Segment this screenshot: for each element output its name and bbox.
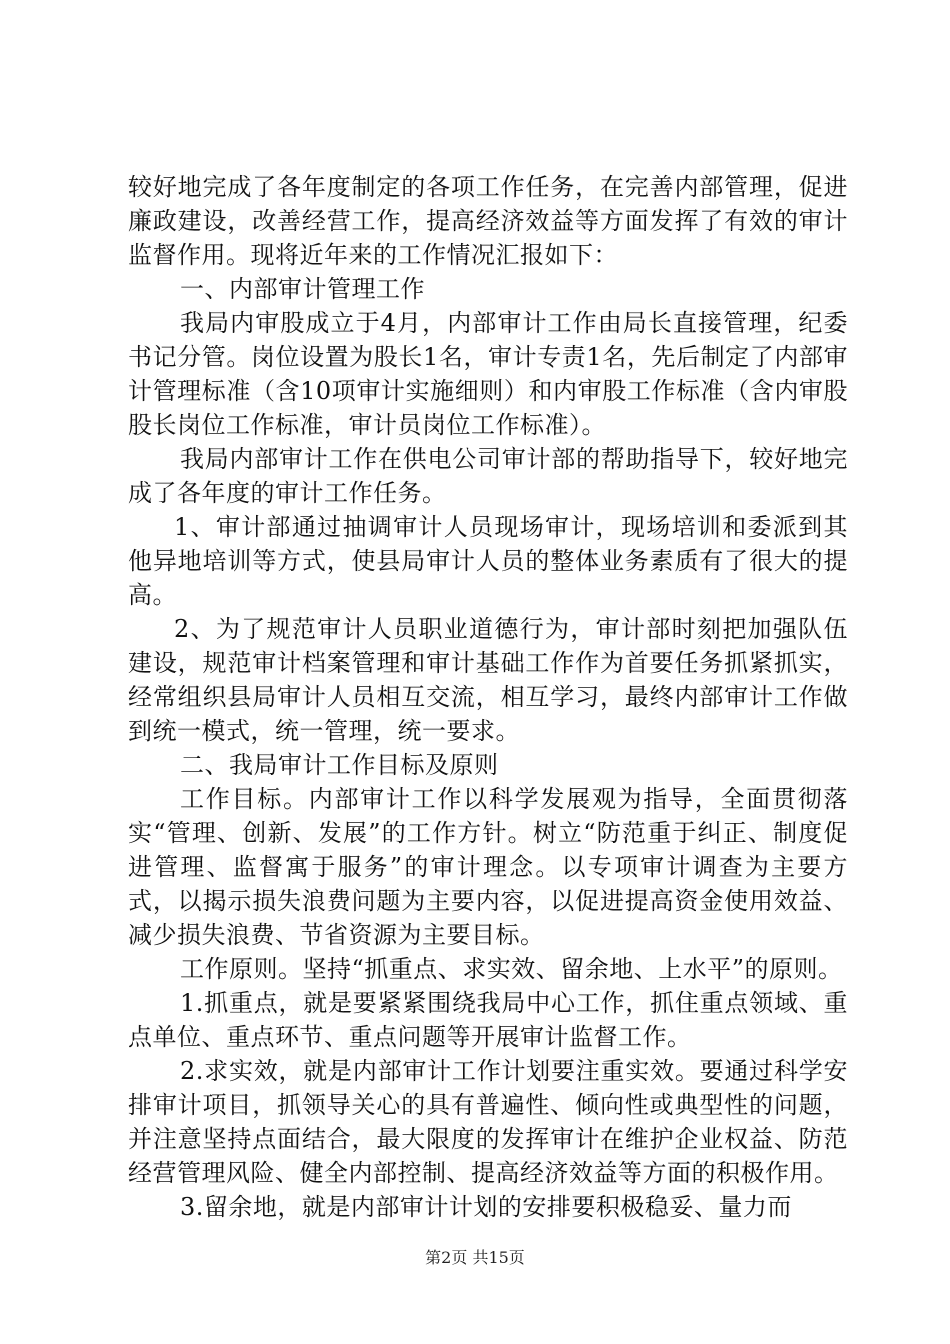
paragraph: 工作原则。坚持“抓重点、求实效、留余地、上水平”的原则。	[180, 955, 843, 983]
list-item: 1、审计部通过抽调审计人员现场审计，现场培训和委派到其他异地培训等方式，使县局审计人员的整体业务素质有了很大的提高。	[128, 513, 848, 609]
document-body	[128, 170, 848, 1224]
list-item: 2.求实效，就是内部审计工作计划要注重实效。要通过科学安排审计项目，抓领导关心的具有普遍性、倾向性或典型性的问题，并注意坚持点面结合，最大限度的发挥审计在维护企业权益、防范经营管理风险、健全内部控制、提高经济效益等方面的积极作用。	[128, 1057, 848, 1187]
paragraph-intro: 较好地完成了各年度制定的各项工作任务，在完善内部管理，促进廉政建设，改善经营工作，提高经济效益等方面发挥了有效的审计监督作用。现将近年来的工作情况汇报如下：	[128, 173, 848, 269]
section-heading-1: 一、内部审计管理工作	[180, 275, 425, 303]
paragraph: 我局内审股成立于4月，内部审计工作由局长直接管理，纪委书记分管。岗位设置为股长1名，审计专责1名，先后制定了内部审计管理标准（含10项审计实施细则）和内审股工作标准（含内审股股长岗位工作标准，审计员岗位工作标准）。	[128, 309, 848, 439]
list-item: 2、为了规范审计人员职业道德行为，审计部时刻把加强队伍建设，规范审计档案管理和审计基础工作作为首要任务抓紧抓实，经常组织县局审计人员相互交流，相互学习，最终内部审计工作做到统一模式，统一管理，统一要求。	[128, 615, 848, 745]
list-item: 3.留余地，就是内部审计计划的安排要积极稳妥、量力而	[180, 1193, 792, 1221]
page-footer: 第2页 共15页	[425, 1248, 525, 1267]
section-heading-2: 二、我局审计工作目标及原则	[180, 751, 499, 779]
paragraph: 工作目标。内部审计工作以科学发展观为指导，全面贯彻落实“管理、创新、发展”的工作方针。树立“防范重于纠正、制度促进管理、监督寓于服务”的审计理念。以专项审计调查为主要方式，以揭示损失浪费问题为主要内容，以促进提高资金使用效益、减少损失浪费、节省资源为主要目标。	[128, 785, 848, 949]
list-item: 1.抓重点，就是要紧紧围绕我局中心工作，抓住重点领域、重点单位、重点环节、重点问题等开展审计监督工作。	[128, 989, 848, 1051]
paragraph: 我局内部审计工作在供电公司审计部的帮助指导下，较好地完成了各年度的审计工作任务。	[128, 445, 848, 507]
